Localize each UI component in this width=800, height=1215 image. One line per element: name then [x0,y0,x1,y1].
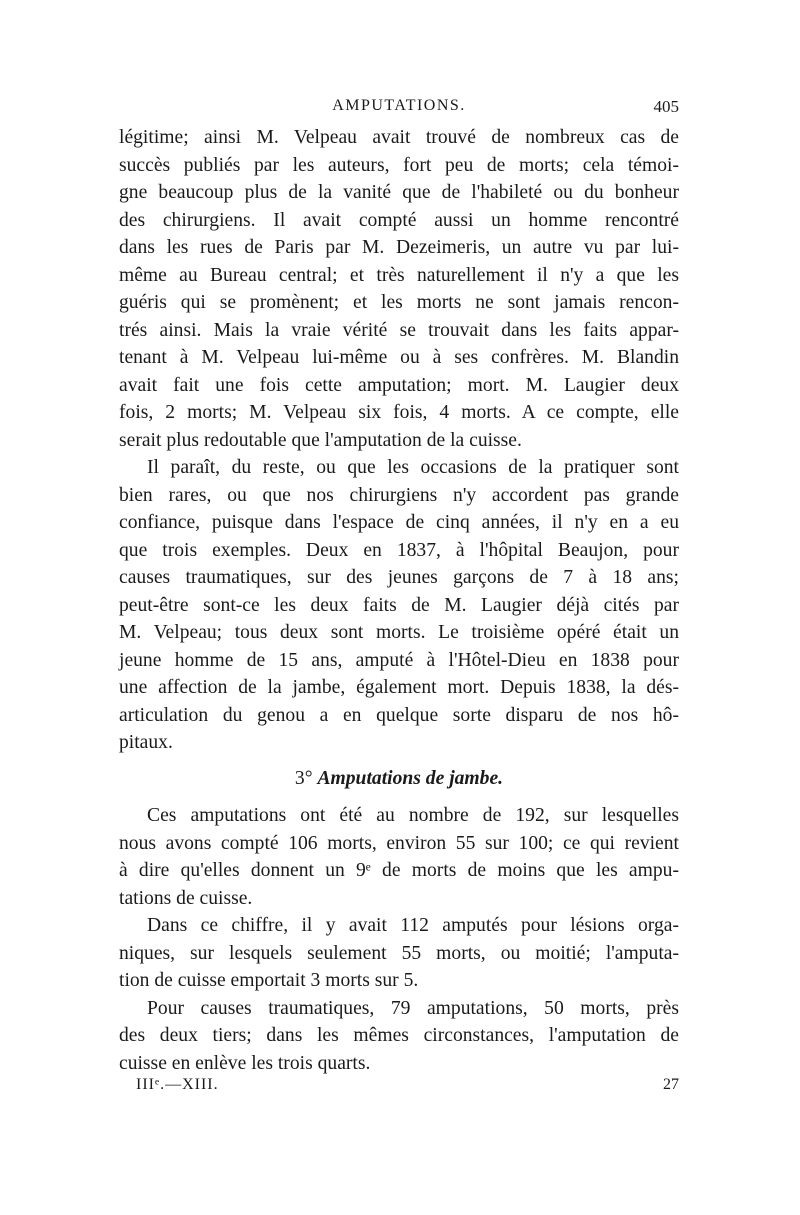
text-line: tations de cuisse. [119,887,253,909]
section-heading [119,765,679,793]
text-line: peut-être sont-ce les deux faits de M. Laugier déjà cités par [119,594,679,616]
paragraph [119,912,679,995]
signature-mark: IIIᵉ.—XIII. [136,1076,219,1093]
text-line: niques, sur lesquels seulement 55 morts, ou moitié; l'amputa- [119,942,679,964]
text-line: des chirurgiens. Il avait compté aussi un homme rencontré [119,209,679,231]
text-line: causes traumatiques, sur des jeunes garçons de 7 à 18 ans; [119,567,679,588]
text-line: pitaux. [119,732,173,753]
text-line: Il paraît, du reste, ou que les occasions de la pratiquer sont [147,457,679,478]
text-line: gne beaucoup plus de la vanité que de l'habileté ou du bonheur [119,182,679,203]
text-line: Dans ce chiffre, il y avait 112 amputés pour lésions orga- [147,915,679,936]
text-line: que trois exemples. Deux en 1837, à l'hôpital Beaujon, pour [119,539,679,561]
text-line: avait fait une fois cette amputation; mort. M. Laugier deux [119,374,679,396]
text-line: une affection de la jambe, également mort. Depuis 1838, la dés- [119,677,679,698]
text-line: confiance, puisque dans l'espace de cinq années, il n'y en a eu [119,512,679,533]
gathering-number: 27 [663,1076,679,1093]
section-number: 3° [294,767,313,789]
text-line: cuisse en enlève les trois quarts. [119,1052,371,1074]
text-line: même au Bureau central; et très naturellement il n'y a que les [119,264,679,286]
page-number: 405 [653,97,679,116]
text-line: tion de cuisse emportait 3 morts sur 5. [119,970,419,991]
running-title: AMPUTATIONS. [332,97,466,114]
text-line: dans les rues de Paris par M. Dezeimeris, un autre vu par lui- [119,237,679,258]
paragraph [119,802,679,912]
paragraph [119,124,679,454]
section-title: Amputations de jambe. [317,767,504,789]
text-line: tenant à M. Velpeau lui-même ou à ses confrères. M. Blandin [119,347,679,368]
text-line: des deux tiers; dans les mêmes circonstances, l'amputation de [119,1025,679,1046]
paragraph [119,454,679,757]
paragraph [119,995,679,1078]
text-line: Pour causes traumatiques, 79 amputations, 50 morts, près [147,997,679,1019]
text-line: légitime; ainsi M. Velpeau avait trouvé de nombreux cas de [119,127,679,148]
page-footer [136,1076,679,1100]
running-head [119,97,679,121]
text-line: à dire qu'elles donnent un 9ᵉ de morts de moins que les ampu- [119,860,679,881]
text-line: M. Velpeau; tous deux sont morts. Le troisième opéré était un [119,622,679,643]
text-line: guéris qui se promènent; et les morts ne sont jamais rencon- [119,292,679,313]
text-line: bien rares, ou que nos chirurgiens n'y accordent pas grande [119,484,679,506]
text-line: articulation du genou a en quelque sorte disparu de nos hô- [119,704,679,726]
text-line: nous avons compté 106 morts, environ 55 sur 100; ce qui revient [119,832,679,854]
text-line: Ces amputations ont été au nombre de 192, sur lesquelles [147,805,679,826]
text-line: jeune homme de 15 ans, amputé à l'Hôtel-Dieu en 1838 pour [119,649,679,671]
text-line: fois, 2 morts; M. Velpeau six fois, 4 morts. A ce compte, elle [119,402,679,423]
text-line: trés ainsi. Mais la vraie vérité se trouvait dans les faits appar- [119,319,679,341]
text-line: serait plus redoutable que l'amputation de la cuisse. [119,429,522,451]
text-line: succès publiés par les auteurs, fort peu de morts; cela témoi- [119,154,679,176]
text-block [119,124,679,1077]
